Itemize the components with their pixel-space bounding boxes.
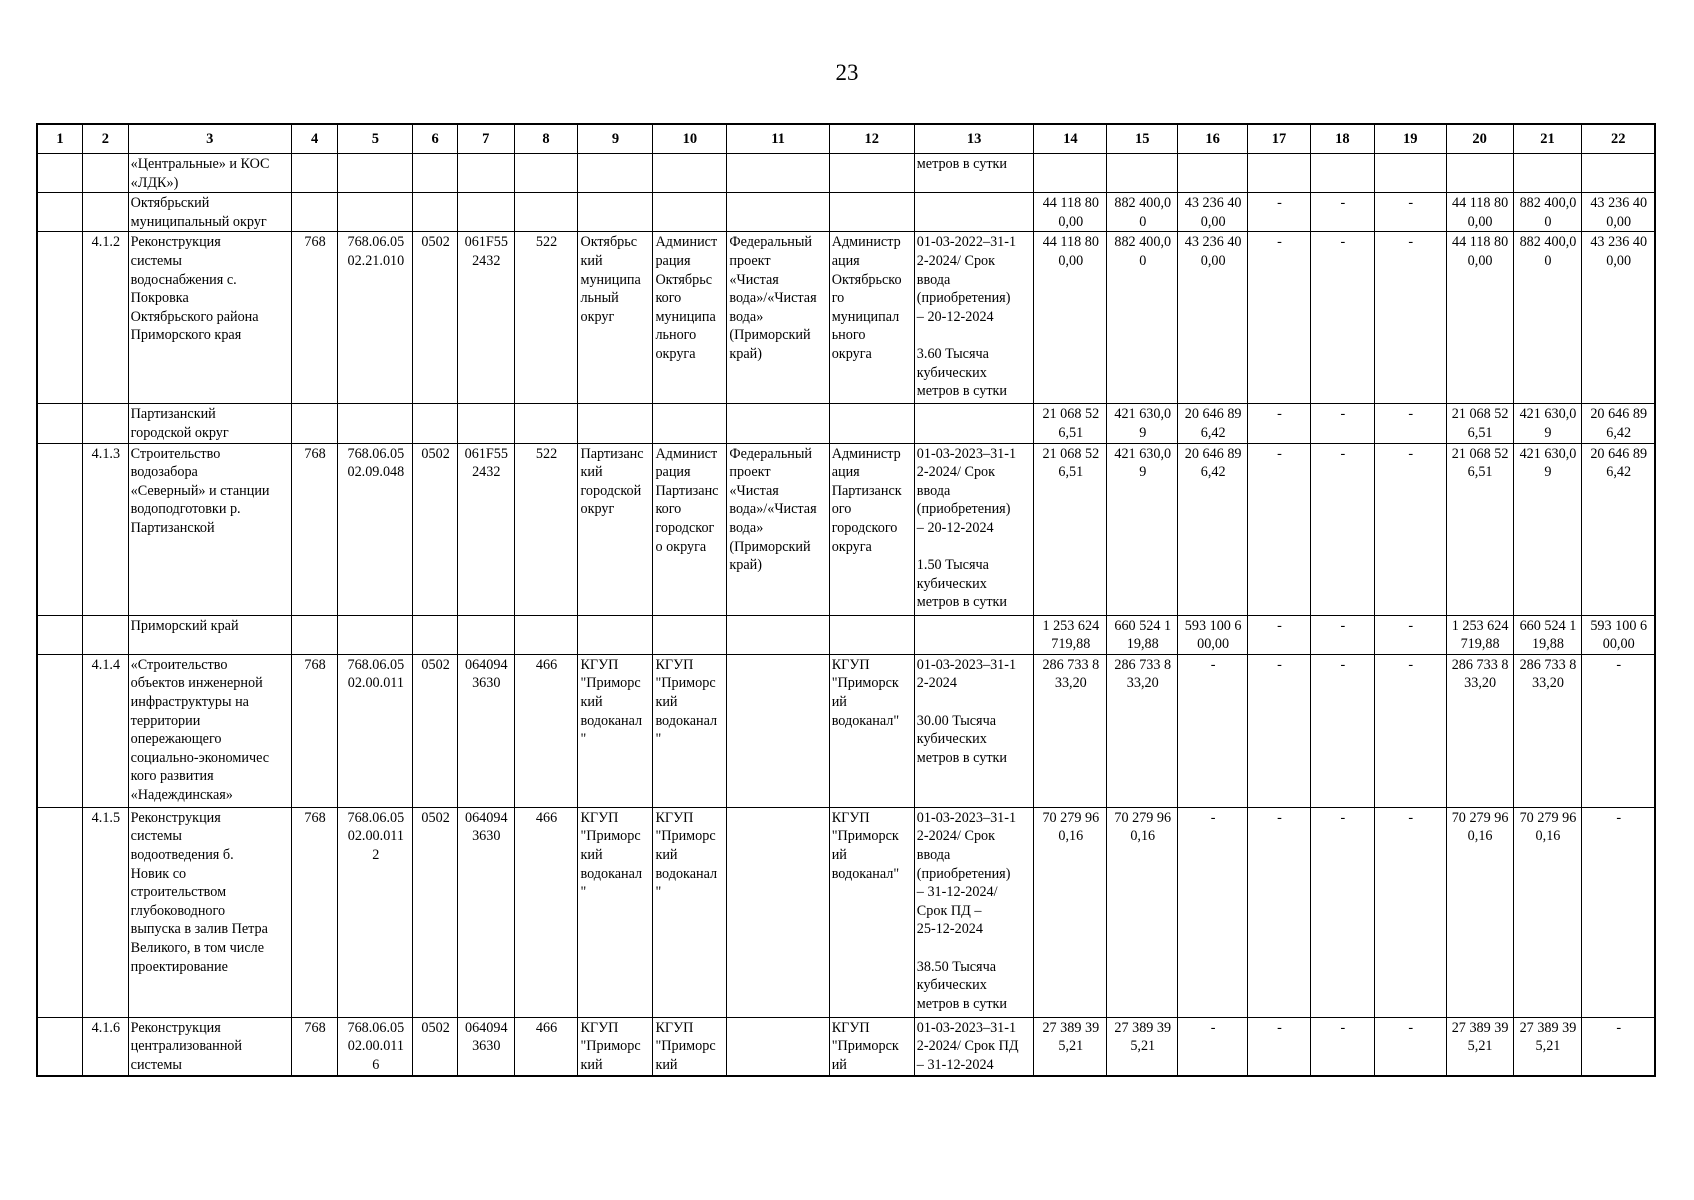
cell-item-number: 4.1.3 xyxy=(83,443,129,615)
cell-object-code: 768.06.05 02.21.010 xyxy=(338,232,413,404)
cell-name: «Центральные» и КОС «ЛДК») xyxy=(128,154,291,193)
cell-municipality xyxy=(578,615,653,654)
cell-index xyxy=(37,404,83,443)
cell-municipality: Партизанс кий городской округ xyxy=(578,443,653,615)
cell-index xyxy=(37,232,83,404)
cell-col-22: - xyxy=(1582,654,1655,807)
cell-col-20 xyxy=(1446,154,1513,193)
column-header: 13 xyxy=(914,124,1034,154)
column-header: 8 xyxy=(514,124,578,154)
cell-col-19: - xyxy=(1374,193,1446,232)
column-header: 16 xyxy=(1178,124,1248,154)
cell-period-capacity: 01-03-2022–31-1 2-2024/ Срок ввода (приобретения) – 20-12-2024 3.60 Тысяча кубических метров в сутки xyxy=(914,232,1034,404)
column-header: 15 xyxy=(1107,124,1178,154)
cell-col-20: 44 118 80 0,00 xyxy=(1446,193,1513,232)
cell-section: 0502 xyxy=(413,807,458,1017)
cell-project xyxy=(727,654,829,807)
cell-item-number: 4.1.2 xyxy=(83,232,129,404)
cell-section: 0502 xyxy=(413,1017,458,1075)
cell-code: 768 xyxy=(291,232,338,404)
cell-name: Строительство водозабора «Северный» и станции водоподготовки р. Партизанской xyxy=(128,443,291,615)
cell-project xyxy=(727,404,829,443)
cell-municipality xyxy=(578,154,653,193)
cell-section xyxy=(413,193,458,232)
cell-developer xyxy=(829,615,914,654)
column-header: 11 xyxy=(727,124,829,154)
column-header: 4 xyxy=(291,124,338,154)
table-row xyxy=(37,443,1655,615)
cell-col-21 xyxy=(1513,154,1582,193)
cell-customer: КГУП "Приморс кий xyxy=(653,1017,727,1075)
cell-expense-type: 466 xyxy=(514,1017,578,1075)
cell-developer: КГУП "Приморск ий водоканал" xyxy=(829,654,914,807)
cell-municipality xyxy=(578,404,653,443)
column-header: 21 xyxy=(1513,124,1582,154)
cell-col-18: - xyxy=(1310,807,1374,1017)
column-header: 9 xyxy=(578,124,653,154)
cell-customer xyxy=(653,154,727,193)
page-number: 23 xyxy=(835,60,859,85)
cell-index xyxy=(37,807,83,1017)
table-row xyxy=(37,1017,1655,1075)
cell-target-article: 064094 3630 xyxy=(457,1017,514,1075)
cell-col-21: 882 400,0 0 xyxy=(1513,232,1582,404)
cell-budget-regional: 70 279 96 0,16 xyxy=(1107,807,1178,1017)
cell-col-22: 20 646 89 6,42 xyxy=(1582,443,1655,615)
cell-section xyxy=(413,154,458,193)
cell-col-17: - xyxy=(1248,404,1311,443)
table-row xyxy=(37,193,1655,232)
cell-col-21: 27 389 39 5,21 xyxy=(1513,1017,1582,1075)
cell-object-code xyxy=(338,615,413,654)
cell-expense-type: 522 xyxy=(514,232,578,404)
cell-period-capacity xyxy=(914,404,1034,443)
cell-total: 286 733 8 33,20 xyxy=(1034,654,1107,807)
cell-col-18: - xyxy=(1310,1017,1374,1075)
cell-period-capacity: 01-03-2023–31-1 2-2024/ Срок ввода (приобретения) – 31-12-2024/ Срок ПД – 25-12-2024 38.50 Тысяча кубических метров в сутки xyxy=(914,807,1034,1017)
header-row xyxy=(37,124,1655,154)
cell-col-22: 20 646 89 6,42 xyxy=(1582,404,1655,443)
cell-index xyxy=(37,154,83,193)
cell-col-20: 286 733 8 33,20 xyxy=(1446,654,1513,807)
cell-customer: КГУП "Приморс кий водоканал " xyxy=(653,654,727,807)
cell-municipality: КГУП "Приморс кий водоканал " xyxy=(578,807,653,1017)
cell-expense-type xyxy=(514,404,578,443)
cell-target-article xyxy=(457,154,514,193)
cell-col-19: - xyxy=(1374,232,1446,404)
cell-item-number: 4.1.4 xyxy=(83,654,129,807)
cell-budget-federal: 43 236 40 0,00 xyxy=(1178,193,1248,232)
cell-col-18: - xyxy=(1310,443,1374,615)
cell-project: Федеральный проект «Чистая вода»/«Чистая вода» (Приморский край) xyxy=(727,232,829,404)
cell-object-code xyxy=(338,154,413,193)
cell-col-21: 286 733 8 33,20 xyxy=(1513,654,1582,807)
cell-developer xyxy=(829,193,914,232)
cell-code xyxy=(291,615,338,654)
cell-col-19: - xyxy=(1374,615,1446,654)
cell-col-18: - xyxy=(1310,193,1374,232)
cell-expense-type: 466 xyxy=(514,654,578,807)
cell-target-article xyxy=(457,404,514,443)
cell-col-21: 421 630,0 9 xyxy=(1513,404,1582,443)
column-header: 19 xyxy=(1374,124,1446,154)
cell-index xyxy=(37,1017,83,1075)
cell-project: Федеральный проект «Чистая вода»/«Чистая вода» (Приморский край) xyxy=(727,443,829,615)
cell-budget-federal: 20 646 89 6,42 xyxy=(1178,443,1248,615)
cell-customer xyxy=(653,615,727,654)
table-row xyxy=(37,654,1655,807)
cell-target-article xyxy=(457,615,514,654)
cell-total: 44 118 80 0,00 xyxy=(1034,193,1107,232)
cell-name: «Строительство объектов инженерной инфраструктуры на территории опережающего социально-экономичес кого развития «Надеждинская» xyxy=(128,654,291,807)
cell-col-17: - xyxy=(1248,807,1311,1017)
table-row xyxy=(37,807,1655,1017)
cell-code: 768 xyxy=(291,443,338,615)
cell-total: 21 068 52 6,51 xyxy=(1034,404,1107,443)
data-table xyxy=(36,123,1656,1077)
column-header: 5 xyxy=(338,124,413,154)
cell-section xyxy=(413,615,458,654)
cell-expense-type: 522 xyxy=(514,443,578,615)
cell-expense-type: 466 xyxy=(514,807,578,1017)
cell-code: 768 xyxy=(291,654,338,807)
cell-index xyxy=(37,615,83,654)
cell-customer: Админист рация Октябрьс кого муниципа льного округа xyxy=(653,232,727,404)
cell-col-21: 421 630,0 9 xyxy=(1513,443,1582,615)
cell-col-17: - xyxy=(1248,193,1311,232)
cell-target-article: 064094 3630 xyxy=(457,654,514,807)
cell-col-20: 21 068 52 6,51 xyxy=(1446,404,1513,443)
cell-developer: Администр ация Октябрьско го муниципал ьного округа xyxy=(829,232,914,404)
cell-developer: КГУП "Приморск ий xyxy=(829,1017,914,1075)
cell-budget-federal: - xyxy=(1178,654,1248,807)
cell-object-code xyxy=(338,193,413,232)
cell-total: 1 253 624 719,88 xyxy=(1034,615,1107,654)
cell-index xyxy=(37,654,83,807)
cell-period-capacity xyxy=(914,615,1034,654)
cell-col-17: - xyxy=(1248,232,1311,404)
cell-object-code: 768.06.05 02.09.048 xyxy=(338,443,413,615)
cell-municipality xyxy=(578,193,653,232)
cell-col-20: 44 118 80 0,00 xyxy=(1446,232,1513,404)
cell-col-22: - xyxy=(1582,1017,1655,1075)
cell-index xyxy=(37,193,83,232)
cell-name: Реконструкция централизованной системы xyxy=(128,1017,291,1075)
column-header: 6 xyxy=(413,124,458,154)
cell-item-number xyxy=(83,154,129,193)
column-header: 7 xyxy=(457,124,514,154)
cell-total: 70 279 96 0,16 xyxy=(1034,807,1107,1017)
cell-period-capacity xyxy=(914,193,1034,232)
cell-item-number: 4.1.6 xyxy=(83,1017,129,1075)
cell-col-18: - xyxy=(1310,615,1374,654)
column-header: 1 xyxy=(37,124,83,154)
cell-project xyxy=(727,193,829,232)
cell-code xyxy=(291,193,338,232)
cell-col-19: - xyxy=(1374,443,1446,615)
cell-customer xyxy=(653,404,727,443)
cell-col-21: 660 524 1 19,88 xyxy=(1513,615,1582,654)
cell-developer xyxy=(829,154,914,193)
cell-customer: Админист рация Партизанс кого городског о округа xyxy=(653,443,727,615)
cell-total: 44 118 80 0,00 xyxy=(1034,232,1107,404)
cell-budget-regional: 421 630,0 9 xyxy=(1107,404,1178,443)
cell-col-19: - xyxy=(1374,404,1446,443)
cell-col-17 xyxy=(1248,154,1311,193)
cell-customer xyxy=(653,193,727,232)
cell-budget-federal: - xyxy=(1178,807,1248,1017)
cell-col-18 xyxy=(1310,154,1374,193)
cell-budget-federal: 43 236 40 0,00 xyxy=(1178,232,1248,404)
table-row xyxy=(37,154,1655,193)
cell-expense-type xyxy=(514,193,578,232)
cell-total: 21 068 52 6,51 xyxy=(1034,443,1107,615)
cell-project xyxy=(727,1017,829,1075)
cell-col-18: - xyxy=(1310,404,1374,443)
cell-expense-type xyxy=(514,154,578,193)
cell-col-21: 882 400,0 0 xyxy=(1513,193,1582,232)
cell-section: 0502 xyxy=(413,232,458,404)
cell-budget-regional: 27 389 39 5,21 xyxy=(1107,1017,1178,1075)
cell-col-18: - xyxy=(1310,654,1374,807)
cell-municipality: Октябрьс кий муниципа льный округ xyxy=(578,232,653,404)
column-header: 17 xyxy=(1248,124,1311,154)
cell-target-article: 061F55 2432 xyxy=(457,232,514,404)
cell-period-capacity: 01-03-2023–31-1 2-2024/ Срок ПД – 31-12-2024 xyxy=(914,1017,1034,1075)
cell-project xyxy=(727,807,829,1017)
cell-period-capacity: 01-03-2023–31-1 2-2024/ Срок ввода (приобретения) – 20-12-2024 1.50 Тысяча кубических метров в сутки xyxy=(914,443,1034,615)
cell-col-22 xyxy=(1582,154,1655,193)
column-header: 10 xyxy=(653,124,727,154)
cell-col-17: - xyxy=(1248,615,1311,654)
table-body xyxy=(37,154,1655,1076)
cell-col-19: - xyxy=(1374,654,1446,807)
column-header: 2 xyxy=(83,124,129,154)
cell-name: Партизанский городской округ xyxy=(128,404,291,443)
cell-developer: КГУП "Приморск ий водоканал" xyxy=(829,807,914,1017)
column-header: 12 xyxy=(829,124,914,154)
cell-name: Октябрьский муниципальный округ xyxy=(128,193,291,232)
table-row xyxy=(37,232,1655,404)
cell-name: Реконструкция системы водоснабжения с. Покровка Октябрьского района Приморского края xyxy=(128,232,291,404)
cell-target-article: 064094 3630 xyxy=(457,807,514,1017)
cell-item-number xyxy=(83,193,129,232)
cell-budget-federal xyxy=(1178,154,1248,193)
cell-period-capacity: 01-03-2023–31-1 2-2024 30.00 Тысяча кубических метров в сутки xyxy=(914,654,1034,807)
cell-name: Приморский край xyxy=(128,615,291,654)
cell-object-code: 768.06.05 02.00.011 6 xyxy=(338,1017,413,1075)
cell-col-22: 43 236 40 0,00 xyxy=(1582,193,1655,232)
cell-col-20: 1 253 624 719,88 xyxy=(1446,615,1513,654)
cell-col-17: - xyxy=(1248,443,1311,615)
cell-col-21: 70 279 96 0,16 xyxy=(1513,807,1582,1017)
cell-municipality: КГУП "Приморс кий xyxy=(578,1017,653,1075)
cell-code xyxy=(291,404,338,443)
cell-developer: Администр ация Партизанск ого городского округа xyxy=(829,443,914,615)
cell-budget-federal: - xyxy=(1178,1017,1248,1075)
cell-col-19 xyxy=(1374,154,1446,193)
cell-project xyxy=(727,615,829,654)
cell-expense-type xyxy=(514,615,578,654)
cell-code: 768 xyxy=(291,807,338,1017)
cell-budget-regional: 421 630,0 9 xyxy=(1107,443,1178,615)
cell-section: 0502 xyxy=(413,654,458,807)
cell-object-code: 768.06.05 02.00.011 2 xyxy=(338,807,413,1017)
table-row xyxy=(37,404,1655,443)
cell-customer: КГУП "Приморс кий водоканал " xyxy=(653,807,727,1017)
cell-budget-regional xyxy=(1107,154,1178,193)
cell-col-22: 43 236 40 0,00 xyxy=(1582,232,1655,404)
cell-col-20: 21 068 52 6,51 xyxy=(1446,443,1513,615)
cell-col-19: - xyxy=(1374,807,1446,1017)
cell-object-code xyxy=(338,404,413,443)
cell-item-number xyxy=(83,404,129,443)
cell-target-article xyxy=(457,193,514,232)
cell-section: 0502 xyxy=(413,443,458,615)
cell-code xyxy=(291,154,338,193)
cell-budget-federal: 20 646 89 6,42 xyxy=(1178,404,1248,443)
cell-project xyxy=(727,154,829,193)
cell-budget-regional: 286 733 8 33,20 xyxy=(1107,654,1178,807)
cell-budget-federal: 593 100 6 00,00 xyxy=(1178,615,1248,654)
cell-budget-regional: 882 400,0 0 xyxy=(1107,193,1178,232)
cell-col-22: 593 100 6 00,00 xyxy=(1582,615,1655,654)
column-header: 18 xyxy=(1310,124,1374,154)
column-header: 3 xyxy=(128,124,291,154)
cell-item-number xyxy=(83,615,129,654)
cell-col-20: 70 279 96 0,16 xyxy=(1446,807,1513,1017)
column-header: 20 xyxy=(1446,124,1513,154)
cell-col-18: - xyxy=(1310,232,1374,404)
cell-col-20: 27 389 39 5,21 xyxy=(1446,1017,1513,1075)
cell-total xyxy=(1034,154,1107,193)
cell-name: Реконструкция системы водоотведения б. Новик со строительством глубоководного выпуска в залив Петра Великого, в том числе проектирование xyxy=(128,807,291,1017)
cell-index xyxy=(37,443,83,615)
column-header: 14 xyxy=(1034,124,1107,154)
cell-period-capacity: метров в сутки xyxy=(914,154,1034,193)
column-header: 22 xyxy=(1582,124,1655,154)
cell-item-number: 4.1.5 xyxy=(83,807,129,1017)
cell-object-code: 768.06.05 02.00.011 xyxy=(338,654,413,807)
cell-target-article: 061F55 2432 xyxy=(457,443,514,615)
cell-col-17: - xyxy=(1248,1017,1311,1075)
cell-col-17: - xyxy=(1248,654,1311,807)
cell-developer xyxy=(829,404,914,443)
cell-code: 768 xyxy=(291,1017,338,1075)
cell-col-22: - xyxy=(1582,807,1655,1017)
cell-section xyxy=(413,404,458,443)
table-row xyxy=(37,615,1655,654)
cell-budget-regional: 660 524 1 19,88 xyxy=(1107,615,1178,654)
cell-total: 27 389 39 5,21 xyxy=(1034,1017,1107,1075)
cell-col-19: - xyxy=(1374,1017,1446,1075)
cell-municipality: КГУП "Приморс кий водоканал " xyxy=(578,654,653,807)
cell-budget-regional: 882 400,0 0 xyxy=(1107,232,1178,404)
